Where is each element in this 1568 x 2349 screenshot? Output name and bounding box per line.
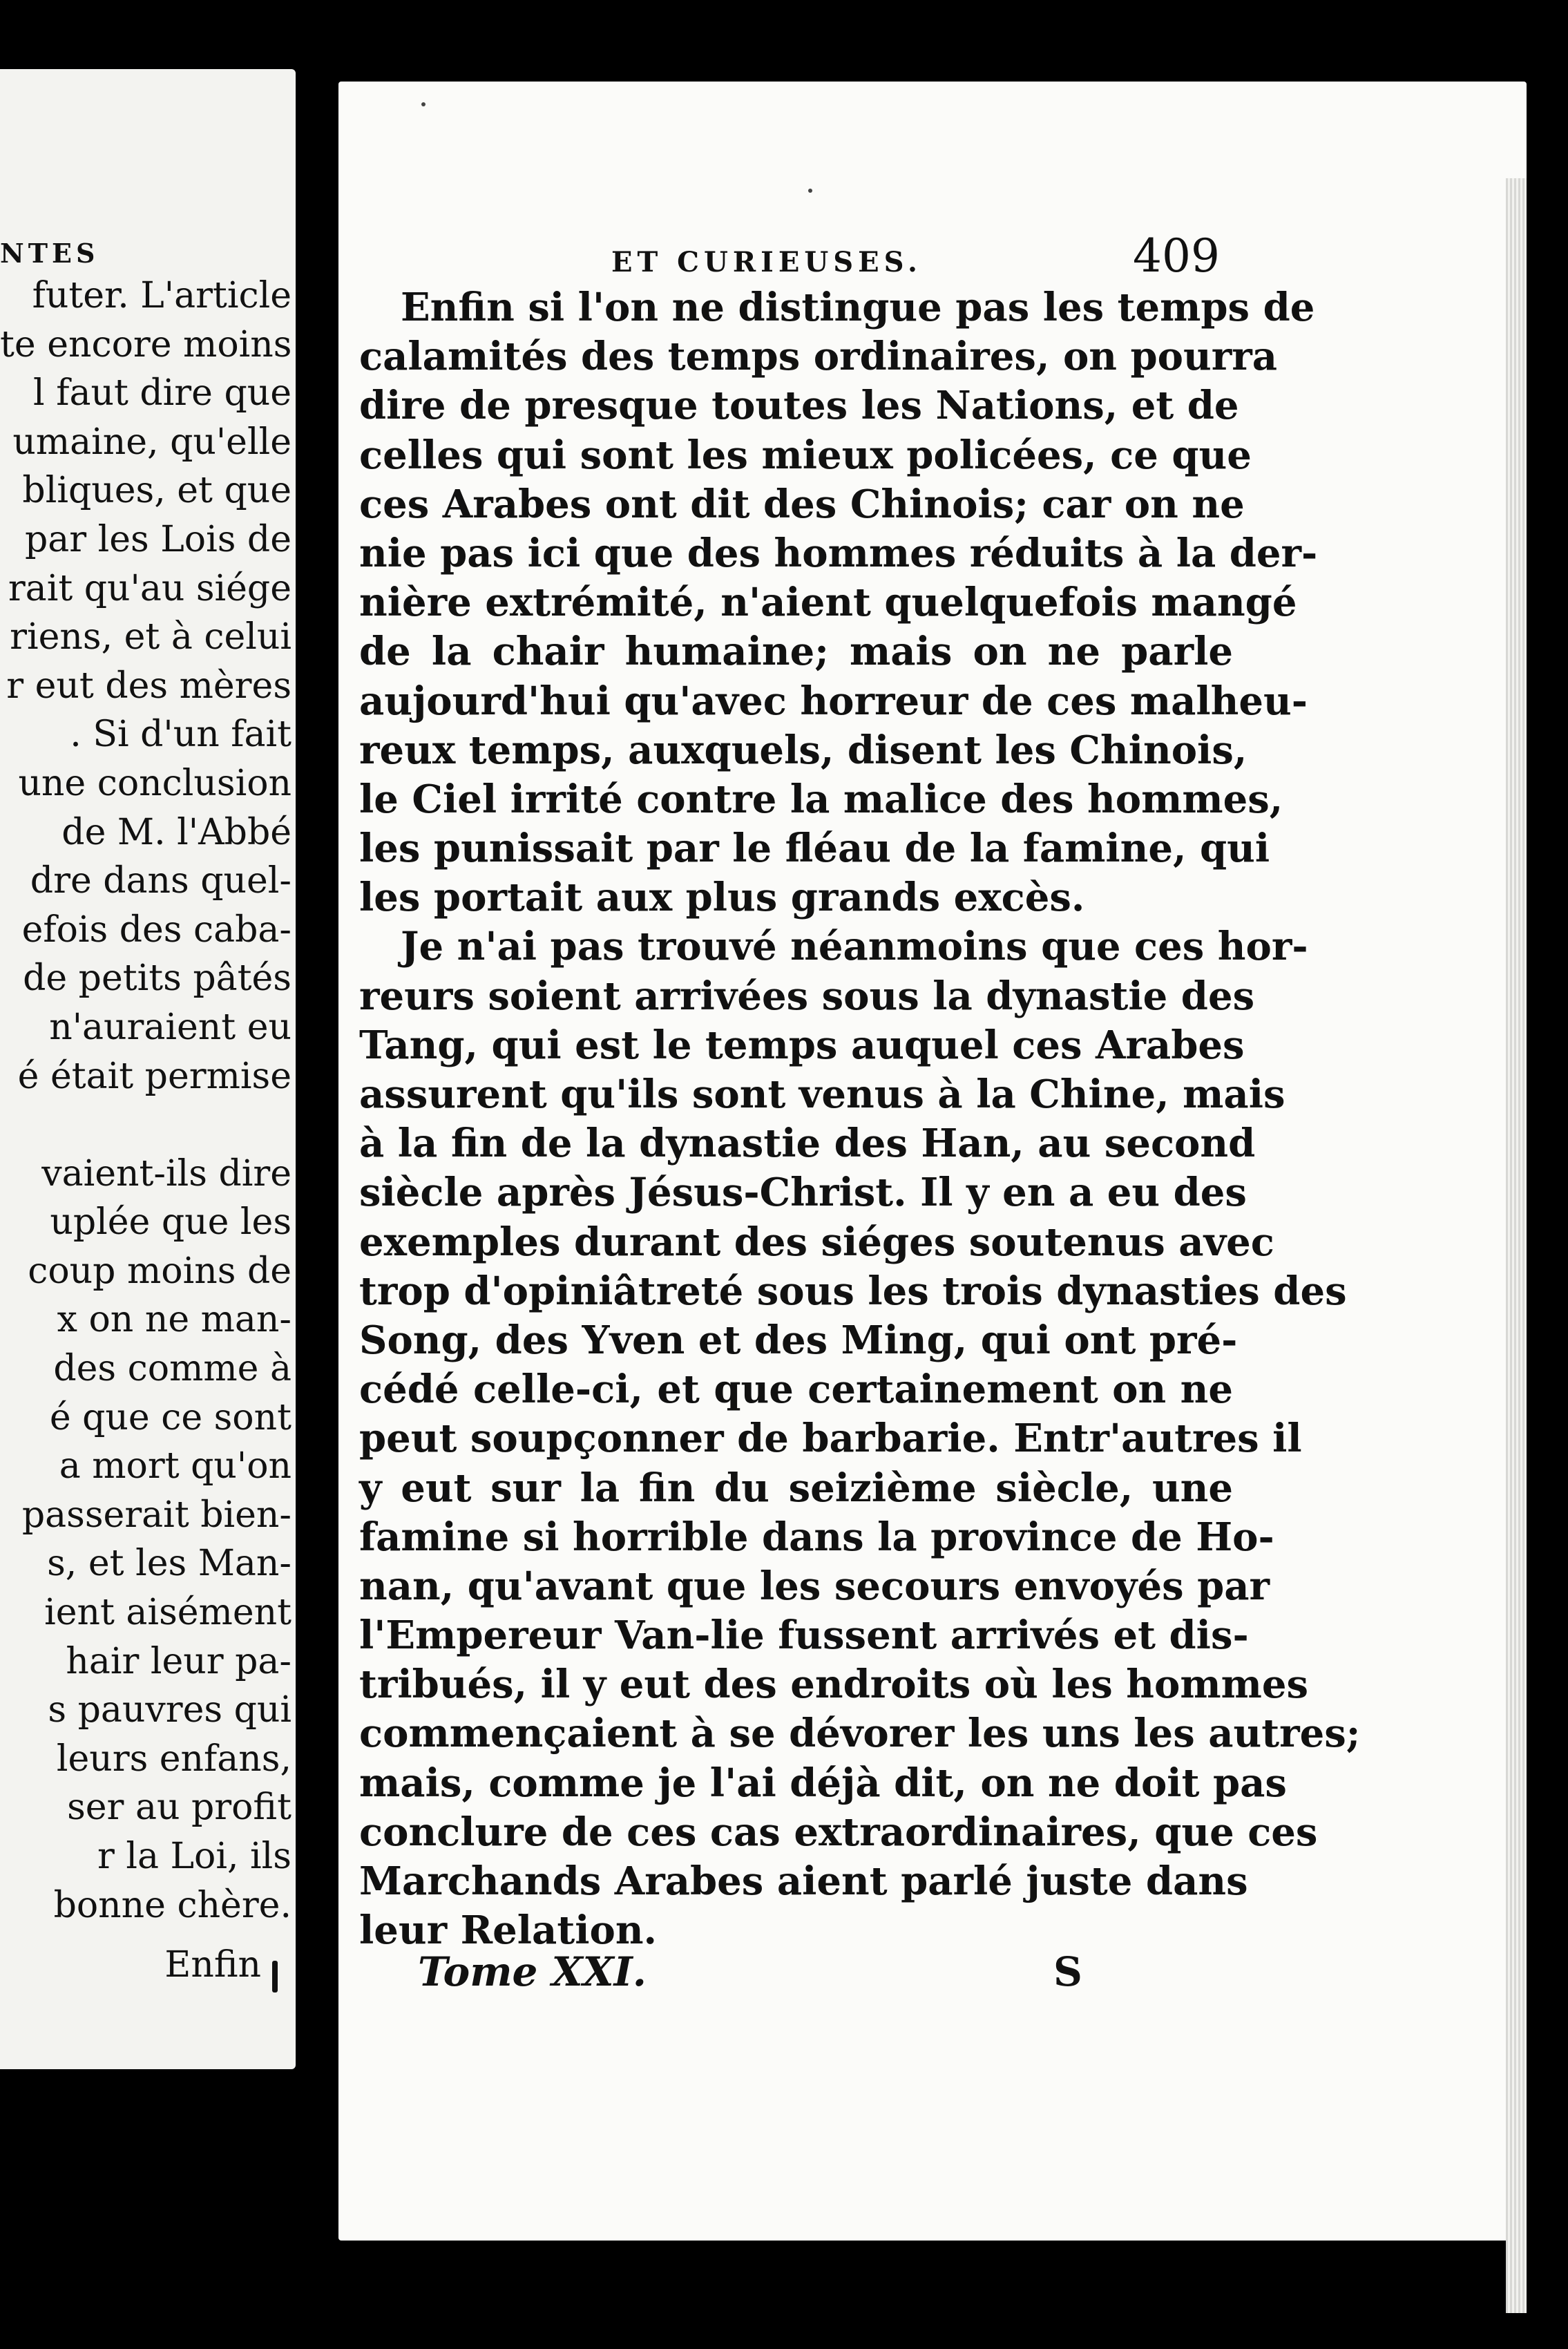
left-text-line: s pauvres qui <box>48 1689 291 1731</box>
left-text-line: rait qu'au siége <box>8 567 291 609</box>
left-text-line: umaine, qu'elle <box>12 421 291 463</box>
body-text-line: Song, des Yven et des Ming, qui ont pré- <box>359 1317 1238 1363</box>
left-catchword: Enfin <box>164 1944 261 1986</box>
body-text-line: celles qui sont les mieux policées, ce que <box>359 432 1252 478</box>
body-text-line: aujourd'hui qu'avec horreur de ces malheu- <box>359 678 1308 724</box>
left-facing-page <box>0 69 296 2069</box>
left-running-head: NTES <box>0 238 99 269</box>
ink-mark <box>272 1961 278 1993</box>
left-text-line: bonne chère. <box>53 1884 291 1926</box>
body-text-line: leur Relation. <box>359 1908 658 1954</box>
body-text-line: calamités des temps ordinaires, on pourra <box>359 334 1278 380</box>
left-text-line: x on ne man- <box>57 1299 291 1341</box>
body-text-line: nie pas ici que des hommes réduits à la der- <box>359 530 1318 576</box>
left-text-line: ient aisément <box>44 1592 291 1634</box>
body-text-line: les portait aux plus grands excès. <box>359 875 1085 921</box>
left-text-line: é que ce sont <box>49 1396 291 1438</box>
left-text-line: l faut dire que <box>33 372 291 415</box>
page-edge-stack <box>1506 178 1527 2313</box>
body-text-line: à la fin de la dynastie des Han, au second <box>359 1121 1256 1167</box>
left-page-text <box>0 272 296 1930</box>
left-text-line: r la Loi, ils <box>97 1836 291 1877</box>
left-text-line: efois des caba- <box>21 909 291 951</box>
left-text-line: dre dans quel- <box>30 860 291 902</box>
left-text-line: des comme à <box>53 1348 291 1390</box>
left-text-line: s, et les Man- <box>47 1543 291 1585</box>
left-text-line: une conclusion <box>18 762 291 804</box>
left-text-line: te encore moins <box>0 323 292 365</box>
body-text-line: trop d'opiniâtreté sous les trois dynasties des <box>359 1268 1347 1314</box>
body-text-line: cédé celle-ci, et que certainement on ne <box>359 1367 1233 1413</box>
body-text-line: Enfin si l'on ne distingue pas les temps de <box>401 285 1315 330</box>
body-text-line: mais, comme je l'ai déjà dit, on ne doit pas <box>359 1760 1287 1806</box>
body-text-line: peut soupçonner de barbarie. Entr'autres il <box>359 1416 1302 1462</box>
left-text-line: leurs enfans, <box>56 1738 291 1780</box>
left-text-line: n'auraient eu <box>49 1006 291 1048</box>
paper-speck <box>421 102 426 106</box>
body-text-line: Je n'ai pas trouvé néanmoins que ces hor- <box>401 924 1308 970</box>
page-body-text <box>359 283 1361 1955</box>
left-text-line: riens, et à celui <box>10 616 291 658</box>
body-text-line: tribués, il y eut des endroits où les hommes <box>359 1662 1308 1708</box>
body-text-line: les punissait par le fléau de la famine, qui <box>359 826 1270 872</box>
signature-mark: S <box>1053 1948 1082 1995</box>
body-text-line: l'Empereur Van-lie fussent arrivés et dis- <box>359 1613 1249 1659</box>
left-text-line: par les Lois de <box>24 518 291 560</box>
body-text-line: Tang, qui est le temps auquel ces Arabes <box>359 1022 1245 1068</box>
body-text-line: le Ciel irrité contre la malice des hommes, <box>359 776 1283 822</box>
body-text-line: nière extrémité, n'aient quelquefois mangé <box>359 580 1297 626</box>
left-text-line: de M. l'Abbé <box>61 811 291 853</box>
left-text-line: de petits pâtés <box>23 958 291 1000</box>
body-text-line: de la chair humaine; mais on ne parle <box>359 629 1233 675</box>
body-text-line: assurent qu'ils sont venus à la Chine, mais <box>359 1072 1285 1117</box>
body-text-line: reurs soient arrivées sous la dynastie des <box>359 973 1255 1019</box>
page-number: 409 <box>1133 229 1220 283</box>
left-text-line: coup moins de <box>28 1250 291 1292</box>
left-text-line: vaient-ils dire <box>41 1152 291 1195</box>
body-text-line: dire de presque toutes les Nations, et de <box>359 383 1239 429</box>
left-text-line: uplée que les <box>50 1201 291 1244</box>
body-text-line: reux temps, auxquels, disent les Chinois, <box>359 727 1247 773</box>
left-text-line: . Si d'un fait <box>70 714 291 756</box>
left-text-line: ser au profit <box>67 1787 291 1829</box>
left-text-line: futer. L'article <box>32 275 291 316</box>
body-text-line: y eut sur la fin du seizième siècle, une <box>359 1465 1233 1511</box>
volume-signature: Tome XXI. <box>418 1948 647 1995</box>
body-text-line: commençaient à se dévorer les uns les autres; <box>359 1711 1361 1757</box>
running-head: ET CURIEUSES. <box>611 246 922 278</box>
body-text-line: conclure de ces cas extraordinaires, que ces <box>359 1809 1318 1855</box>
body-text-line: siècle après Jésus-Christ. Il y en a eu des <box>359 1170 1247 1216</box>
body-text-line: nan, qu'avant que les secours envoyés par <box>359 1563 1270 1609</box>
left-text-line: hair leur pa- <box>66 1640 291 1682</box>
left-text-line: a mort qu'on <box>59 1445 291 1487</box>
body-text-line: Marchands Arabes aient parlé juste dans <box>359 1858 1248 1904</box>
left-text-line: r eut des mères <box>6 665 291 707</box>
body-text-line: ces Arabes ont dit des Chinois; car on ne <box>359 481 1245 527</box>
body-text-line: exemples durant des siéges soutenus avec <box>359 1219 1274 1265</box>
body-text-line: famine si horrible dans la province de Ho- <box>359 1514 1274 1560</box>
left-text-line: é était permise <box>17 1055 291 1097</box>
left-text-line: passerait bien- <box>21 1494 291 1536</box>
paper-speck <box>808 189 812 193</box>
left-text-line: bliques, et que <box>22 470 291 512</box>
left-text-line <box>0 1101 296 1150</box>
